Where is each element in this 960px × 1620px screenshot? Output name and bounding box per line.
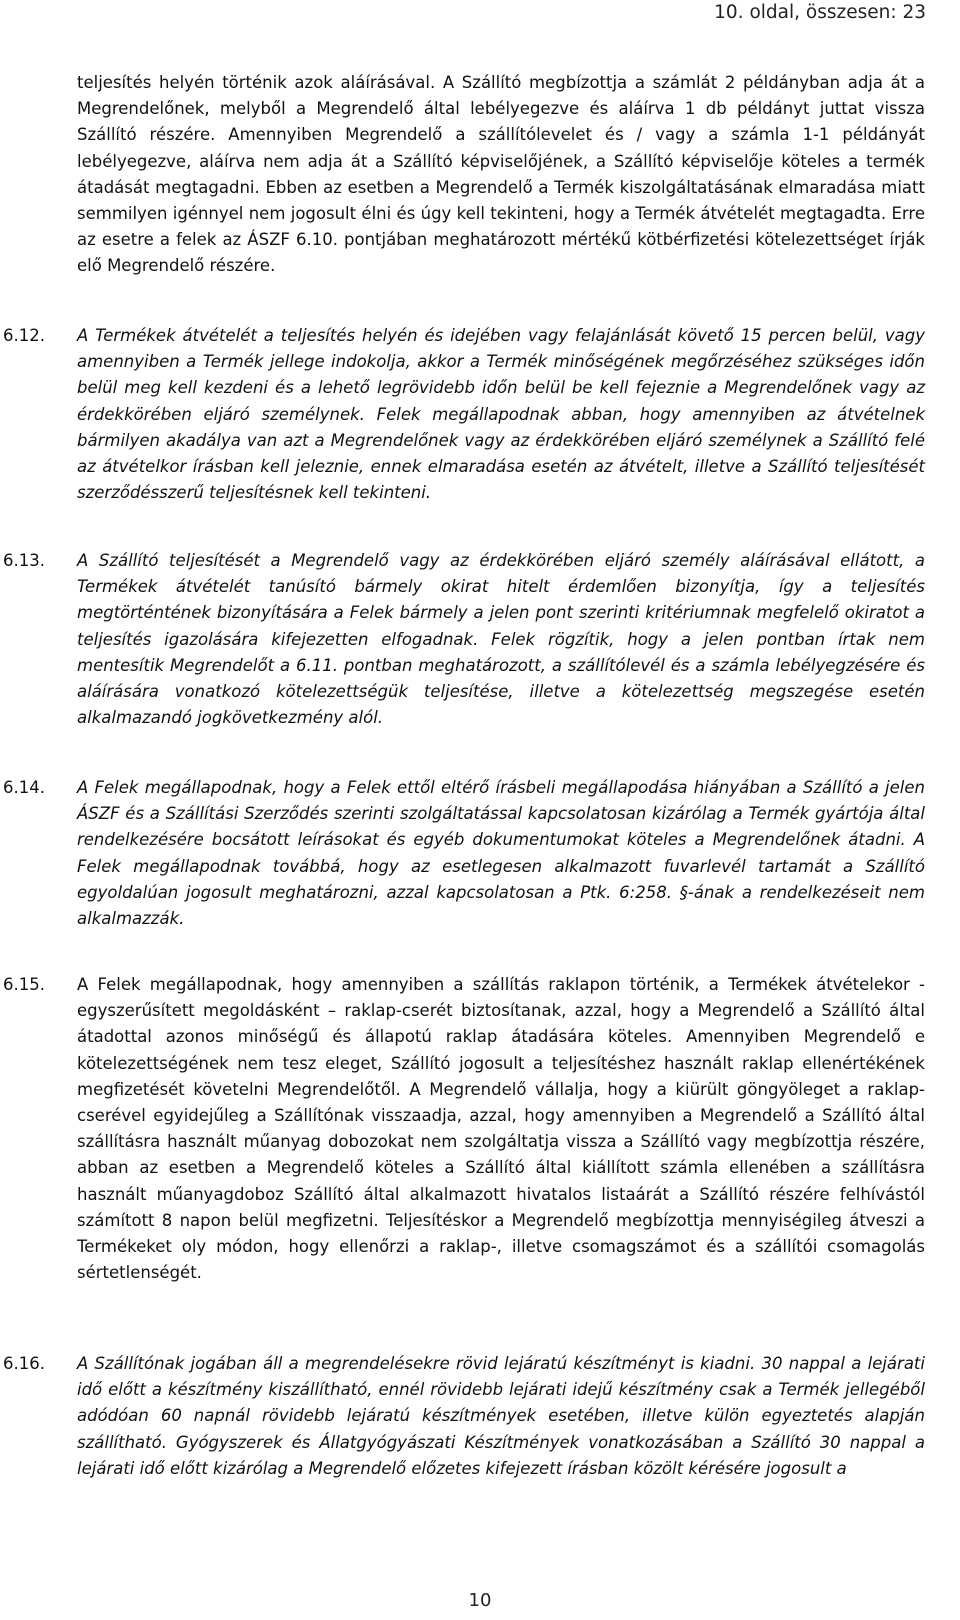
section-text-italic: A Felek megállapodnak, hogy a Felek ettől eltérő írásbeli megállapodása hiányában a Szállító a jelen ÁSZF és a Szállítási Szerződés szerinti szolgáltatással kapcsolatosan kizárólag a Termék gyártója által rendelkezésére bocsátott leírásokat és egyéb dokumentumokat köteles a Megrendelőnek átadni. A Felek megállapodnak továbbá, hogy az esetlegesen alkalmazott fuvarlevél tartamát a Szállító egyoldalúan jogosult meghatározni, azzal kapcsolatosan a Ptk. 6:258. §-ának a rendelkezéseit nem alkalmazzák. (77, 778, 925, 929)
section-number: 6.16. (3, 1354, 45, 1373)
section-text-normal: A Felek megállapodnak, hogy amennyiben a szállítás raklapon történik, a Termékek átvételekor - egyszerűsített megoldásként – raklap-cserét biztosítanak, azzal, hogy a Megrendelő a Szállító által átadottal azonos minőségű és állapotú raklap átadására köteles. Amennyiben Megrendelő e kötelezettségének nem tesz eleget, Szállító jogosult a teljesítéshez használt raklap ellenértékének megfizetését követelni Megrendelőtől. A Megrendelő vállalja, hogy a kiürült göngyöleget a raklap-cserével egyidejűleg a Szállítónak visszaadja, azzal, hogy amennyiben a Megrendelő a Szállító által szállításra használt műanyag dobozokat nem szolgáltatja vissza a Szállító vagy megbízottja részére, abban az esetben a Megrendelő köteles a Szállító által kiállított számla ellenében a szállításra használt műanyagdoboz Szállító által alkalmazott hivatalos listaárát a Szállító részére felhívástól számított 8 napon belül megfizetni. Teljesítéskor a Megrendelő megbízottja mennyiségileg átveszi a Termékeket oly módon, hogy ellenőrzi a raklap-, illetve csomagszámot és a szállítói csomagolás sértetlenségét. (77, 975, 925, 1283)
page-header: 10. oldal, összesen: 23 (714, 2, 926, 23)
section-number: 6.13. (3, 551, 45, 570)
paragraph-continuation: teljesítés helyén történik azok aláírásával. A Szállító megbízottja a számlát 2 példányban adja át a Megrendelőnek, melyből a Megrendelő által lebélyegezve és aláírva 1 db példányt juttat vissza Szállító részére. Amennyiben Megrendelő a szállítólevelet és / vagy a számla 1-1 példányát lebélyegezve, aláírva nem adja át a Szállító képviselőjének, a Szállító képviselője köteles a termék átadását megtagadni. Ebben az esetben a Megrendelő a Termék kiszolgáltatásának elmaradása miatt semmilyen igénnyel nem jogosult élni és úgy kell tekinteni, hogy a Termék átvételét megtagadta. Erre az esetre a felek az ÁSZF 6.10. pontjában meghatározott mértékű kötbérfizetési kötelezettséget írják elő Megrendelő részére. (77, 73, 925, 276)
section-text (77, 775, 925, 932)
section-number: 6.12. (3, 326, 45, 345)
page-number: 10 (468, 1590, 492, 1611)
section-text (77, 323, 925, 506)
section-text-italic: A Szállító teljesítését a Megrendelő vagy az érdekkörében eljáró személy aláírásával ellátott, a Termékek átvételét tanúsító bármely okirat hitelt érdemlően bizonyítja, így a teljesítés megtörténtének bizonyítására a Felek bármely a jelen pont szerinti kritériumnak megfelelő okiratot a teljesítés igazolására kifejezetten elfogadnak. Felek rögzítik, hogy a jelen pontban írtak nem mentesítik Megrendelőt a 6.11. pontban meghatározott, a szállítólevél és a számla lebélyegzésére és aláírására vonatkozó kötelezettségük teljesítése, illetve a kötelezettség megszegése esetén alkalmazandó jogkövetkezmény alól. (77, 551, 925, 728)
section-number: 6.14. (3, 778, 45, 797)
section-text (77, 1351, 925, 1482)
section-text (77, 548, 925, 731)
section-text-italic: A Szállítónak jogában áll a megrendelésekre rövid lejáratú készítményt is kiadni. 30 nappal a lejárati idő előtt a készítmény kiszállítható, ennél rövidebb lejárati idejű készítmény csak a Termék jellegéből adódóan 60 napnál rövidebb lejáratú készítmények esetében, illetve külön egyeztetés alapján szállítható. Gyógyszerek és Állatgyógyászati Készítmények vonatkozásában a Szállító 30 nappal a lejárati idő előtt kizárólag a Megrendelő előzetes kifejezett írásban közölt kérésére jogosult a (77, 1354, 925, 1478)
section-number: 6.15. (3, 975, 45, 994)
section-text-italic: A Termékek átvételét a teljesítés helyén és idejében vagy felajánlását követő 15 percen belül, vagy amennyiben a Termék jellege indokolja, akkor a Termék minőségének megőrzéséhez szükséges időn belül meg kell kezdeni és a lehető legrövidebb időn belül be kell fejeznie a Megrendelőnek vagy az érdekkörében eljáró személynek. Felek megállapodnak abban, hogy amennyiben az átvételnek bármilyen akadálya van azt a Megrendelőnek vagy az érdekkörében eljáró személynek a Szállító felé az átvételkor írásban kell jeleznie, ennek elmaradása esetén az átvételt, illetve a Szállító teljesítését szerződésszerű teljesítésnek kell tekinteni. (77, 326, 925, 503)
section-text (77, 972, 925, 1286)
